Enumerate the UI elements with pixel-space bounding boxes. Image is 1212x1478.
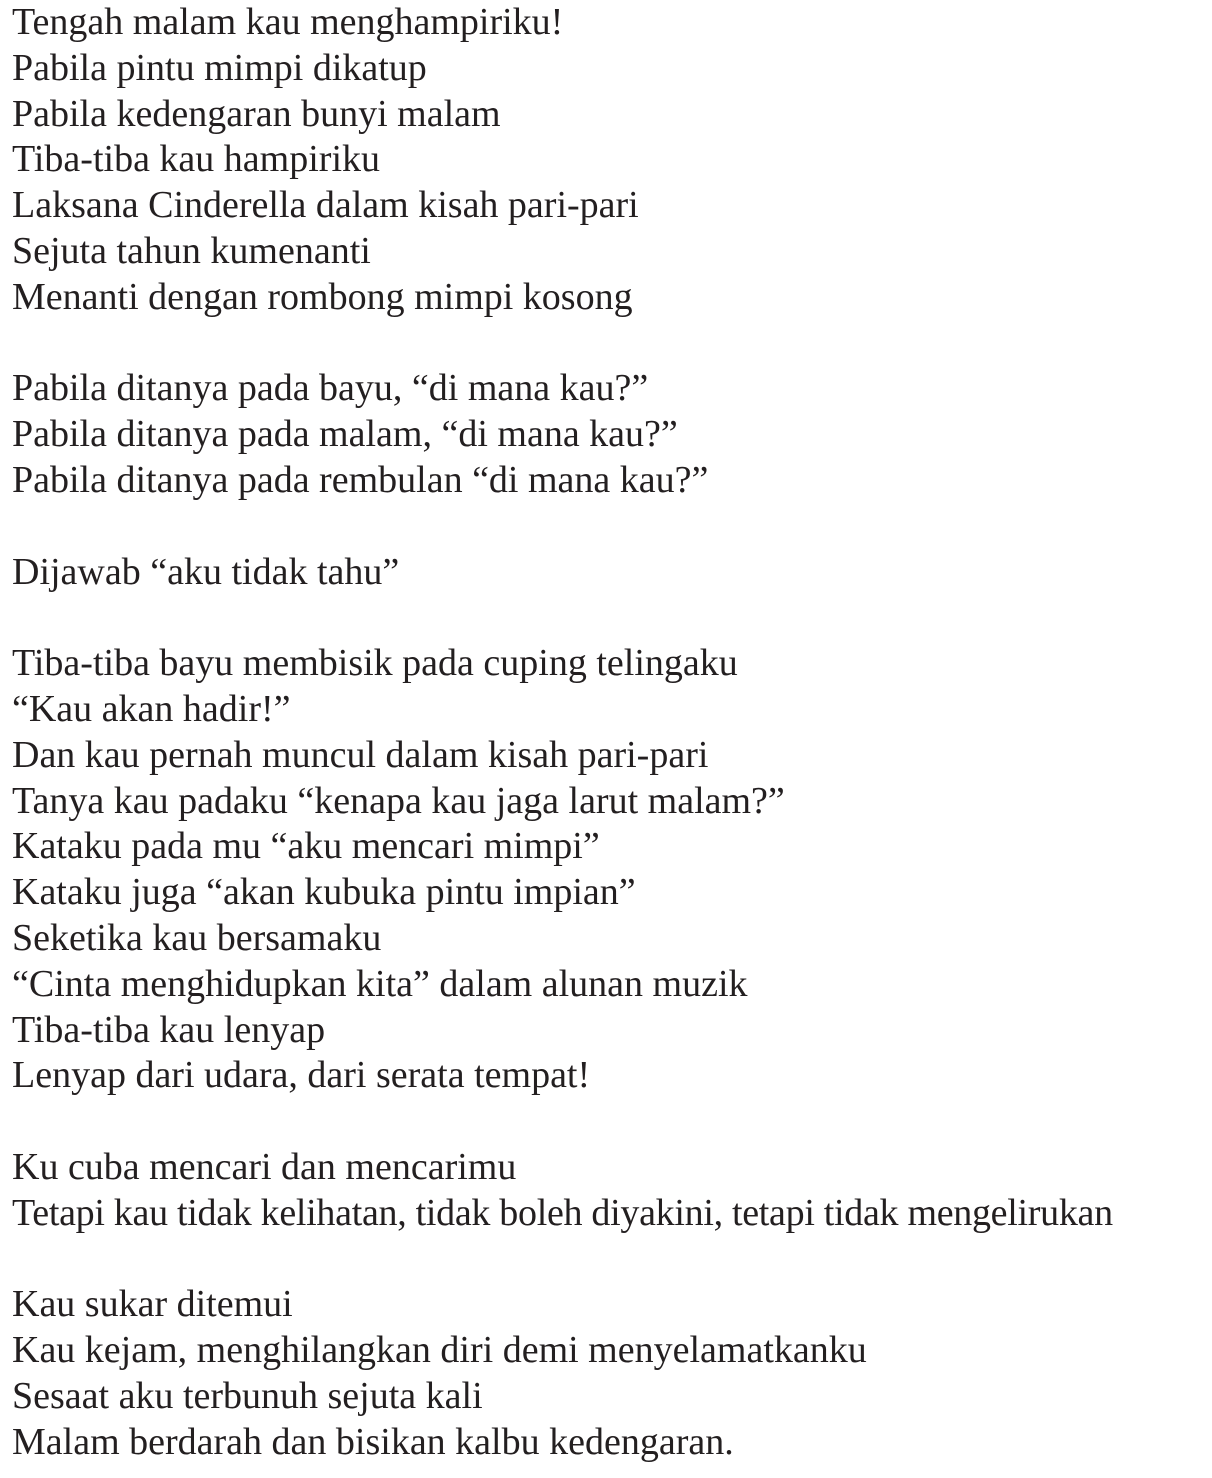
poem-page (12, 0, 1208, 1478)
stanza-4 (12, 641, 1208, 1099)
poem-line: Malam berdarah dan bisikan kalbu kedengaran. (12, 1420, 734, 1463)
stanza-break (12, 1237, 1208, 1283)
poem-line: “Kau akan hadir!” (12, 687, 291, 730)
poem-line: Tanya kau padaku “kenapa kau jaga larut malam?” (12, 779, 785, 822)
stanza-break (12, 504, 1208, 550)
poem-line: Pabila ditanya pada rembulan “di mana kau?” (12, 458, 709, 501)
stanza-6 (12, 1282, 1208, 1465)
stanza-1 (12, 0, 1208, 321)
poem-line: Tiba-tiba bayu membisik pada cuping telingaku (12, 642, 738, 685)
poem-line: Tengah malam kau menghampiriku! (12, 1, 564, 43)
poem-line: Pabila kedengaran bunyi malam (12, 92, 501, 135)
stanza-break (12, 595, 1208, 641)
poem-line: Dijawab “aku tidak tahu” (12, 550, 400, 593)
poem-line: Sejuta tahun kumenanti (12, 229, 371, 272)
poem-line: Kau sukar ditemui (12, 1283, 293, 1326)
poem-line: Tiba-tiba kau hampiriku (12, 138, 380, 181)
poem-line: “Cinta menghidupkan kita” dalam alunan muzik (12, 962, 748, 1005)
stanza-3 (12, 550, 1208, 596)
poem-line: Sesaat aku terbunuh sejuta kali (12, 1374, 483, 1417)
stanza-5 (12, 1145, 1208, 1237)
stanza-2 (12, 366, 1208, 503)
poem-line: Pabila ditanya pada bayu, “di mana kau?” (12, 367, 649, 410)
poem-line: Seketika kau bersamaku (12, 916, 382, 959)
poem-line: Laksana Cinderella dalam kisah pari-pari (12, 184, 639, 227)
poem-line: Pabila ditanya pada malam, “di mana kau?” (12, 413, 678, 456)
poem-line: Kau kejam, menghilangkan diri demi menyelamatkanku (12, 1329, 867, 1372)
poem-line: Kataku pada mu “aku mencari mimpi” (12, 825, 600, 868)
poem-line: Tiba-tiba kau lenyap (12, 1008, 326, 1051)
poem-line: Dan kau pernah muncul dalam kisah pari-pari (12, 733, 709, 776)
poem-line: Menanti dengan rombong mimpi kosong (12, 275, 633, 318)
poem-line: Ku cuba mencari dan mencarimu (12, 1145, 517, 1188)
poem-line: Kataku juga “akan kubuka pintu impian” (12, 871, 636, 914)
poem-line: Tetapi kau tidak kelihatan, tidak boleh diyakini, tetapi tidak mengelirukan (12, 1191, 1113, 1234)
poem-line: Pabila pintu mimpi dikatup (12, 46, 427, 89)
stanza-break (12, 1099, 1208, 1145)
stanza-break (12, 321, 1208, 367)
poem-line: Lenyap dari udara, dari serata tempat! (12, 1054, 591, 1097)
